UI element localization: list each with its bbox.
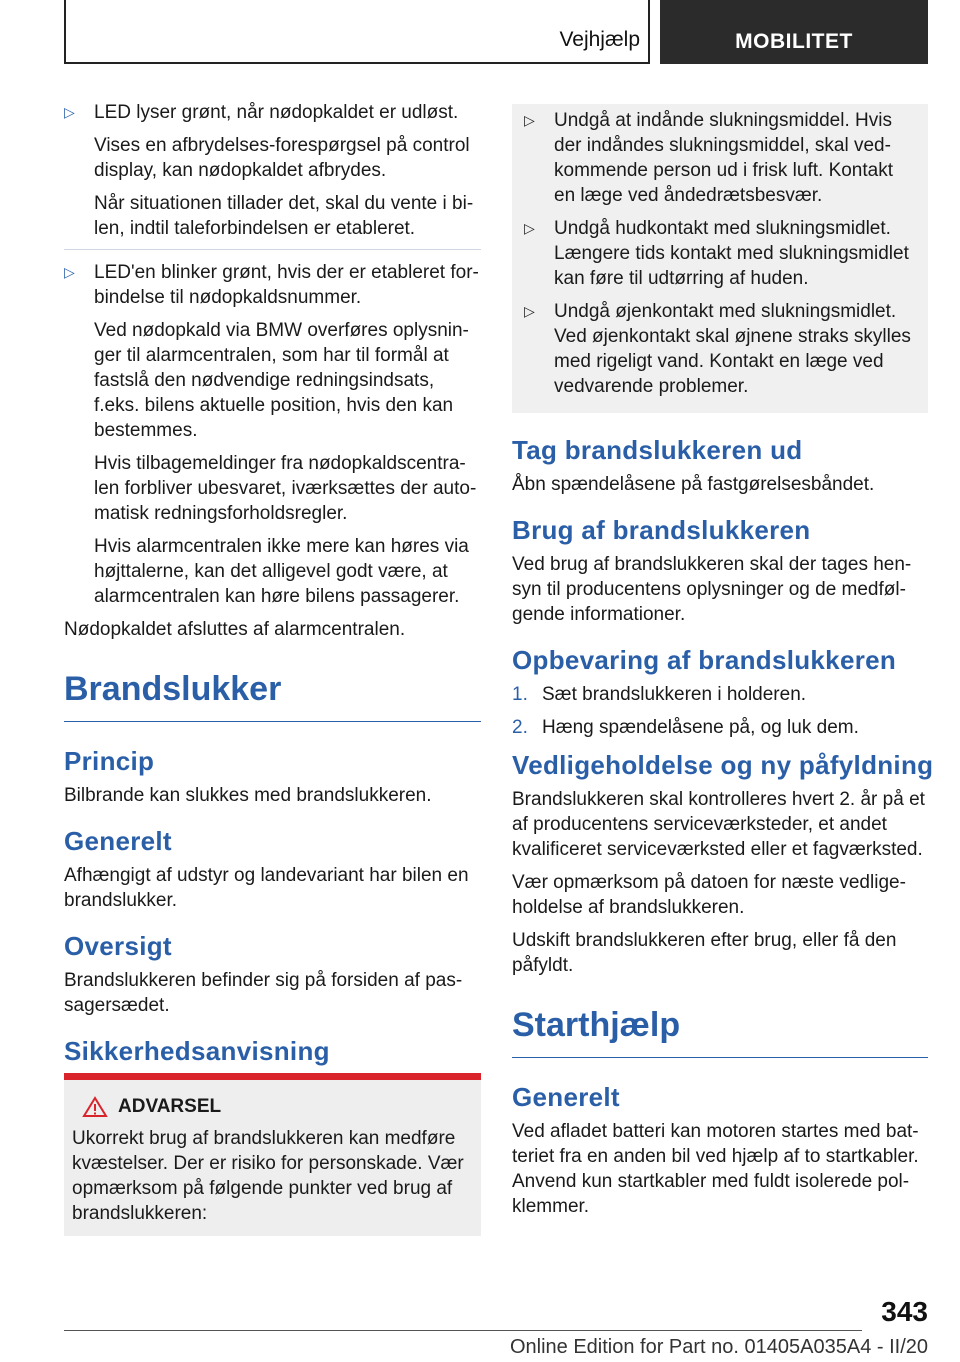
bullet-text: LED'en blinker grønt, hvis der er etableret for-bindelse til nødopkaldsnummer. xyxy=(94,262,479,308)
triangle-right-icon: ▷ xyxy=(64,264,75,280)
warning-continuation-box xyxy=(512,104,928,413)
triangle-right-icon: ▷ xyxy=(524,112,535,128)
paragraph: Åbn spændelåsene på fastgørelsesbåndet. xyxy=(512,474,875,495)
section-heading: Princip xyxy=(64,746,155,776)
footer-divider xyxy=(64,1330,862,1331)
divider xyxy=(64,249,481,250)
step-number: 1. xyxy=(512,684,528,705)
section-heading: Oversigt xyxy=(64,931,172,961)
right-column xyxy=(512,104,934,1227)
section-heading: Brug af brandslukkeren xyxy=(512,515,811,545)
header-chapter-tab: MOBILITET xyxy=(660,0,928,64)
chapter-title: Brandslukker xyxy=(64,670,481,722)
bullet-text: Ved nødopkald via BMW overføres oplysnin-ger til alarmcentralen, som har til formål at fastslå den nødvendige redningsindsats, f.eks. bilens aktuelle position, hvis den kan bestemmes. xyxy=(94,320,469,441)
section-heading: Generelt xyxy=(512,1082,620,1112)
footer-edition: Online Edition for Part no. 01405A035A4 - II/20 xyxy=(509,1336,928,1358)
triangle-right-icon: ▷ xyxy=(64,104,75,120)
left-column xyxy=(64,100,481,1236)
bullet-text: Hvis alarmcentralen ikke mere kan høres via højttalerne, kan det alligevel godt være, at alarmcentralen kan høre bilens passagerer. xyxy=(94,536,469,607)
page-number: 343 xyxy=(881,1296,928,1327)
paragraph: Bilbrande kan slukkes med brandslukkeren. xyxy=(64,785,432,806)
section-heading: Tag brandslukkeren ud xyxy=(512,435,803,465)
step-text: Hæng spændelåsene på, og luk dem. xyxy=(542,717,859,738)
triangle-right-icon: ▷ xyxy=(524,220,535,236)
warning-triangle-icon xyxy=(82,1096,108,1118)
bullet-text: Hvis tilbagemeldinger fra nødopkaldscentra-len forbliver ubesvaret, iværksættes der auto-matisk redningsforholdsregler. xyxy=(94,453,477,524)
warning-box xyxy=(64,1080,481,1236)
list-item xyxy=(524,299,916,399)
warning-text: Ukorrekt brug af brandslukkeren kan medføre kvæstelser. Der er risiko for personskade. Vær opmærksom på følgende punkter ved brug af brandslukkeren: xyxy=(72,1128,464,1224)
triangle-right-icon: ▷ xyxy=(524,303,535,319)
step-list xyxy=(512,682,928,740)
paragraph: Brandslukkeren befinder sig på forsiden af pas-sagersædet. xyxy=(64,970,463,1016)
section-heading: Vedligeholdelse og ny påfyldning xyxy=(512,750,934,780)
bullet-text: Undgå øjenkontakt med slukningsmidlet. Ved øjenkontakt skal øjnene straks skylles med rigeligt vand. Kontakt en læge ved vedvarende problemer. xyxy=(554,301,911,397)
bullet-text: LED lyser grønt, når nødopkaldet er udløst. xyxy=(94,102,459,123)
paragraph: Afhængigt af udstyr og landevariant har bilen en brandslukker. xyxy=(64,865,469,911)
section-heading: Generelt xyxy=(64,826,172,856)
paragraph: Udskift brandslukkeren efter brug, eller få den påfyldt. xyxy=(512,930,897,976)
list-item xyxy=(524,108,916,208)
list-item xyxy=(512,715,928,740)
list-item xyxy=(64,260,481,609)
section-heading: Sikkerhedsanvisning xyxy=(64,1036,330,1066)
section-heading: Opbevaring af brandslukkeren xyxy=(512,645,897,675)
list-item xyxy=(512,682,928,707)
paragraph: Ved brug af brandslukkeren skal der tages hen-syn til producentens oplysninger og de medføl-gende informationer. xyxy=(512,554,912,625)
bullet-text: Undgå at indånde slukningsmiddel. Hvis der indåndes slukningsmiddel, skal ved-kommende person ud i frisk luft. Kontakt en læge ved åndedrætsbesvær. xyxy=(554,110,893,206)
bullet-text: Vises en afbrydelses-forespørgsel på control display, kan nødopkaldet afbrydes. xyxy=(94,135,470,181)
paragraph: Brandslukkeren skal kontrolleres hvert 2. år på et af producentens serviceværksteder, et andet kvalificeret serviceværksted eller et fagværksted. xyxy=(512,789,925,860)
warning-label: ADVARSEL xyxy=(118,1096,222,1117)
warning-bar xyxy=(64,1073,481,1080)
chapter-title: Starthjælp xyxy=(512,1006,928,1058)
warning-title xyxy=(82,1096,473,1118)
paragraph: Nødopkaldet afsluttes af alarmcentralen. xyxy=(64,619,406,640)
paragraph: Vær opmærksom på datoen for næste vedlige-holdelse af brandslukkeren. xyxy=(512,872,906,918)
bullet-text: Undgå hudkontakt med slukningsmidlet. Længere tids kontakt med slukningsmidlet kan føre til udtørring af huden. xyxy=(554,218,909,289)
bullet-text: Når situationen tillader det, skal du vente i bi-len, indtil taleforbindelsen er etableret. xyxy=(94,193,474,239)
step-number: 2. xyxy=(512,717,528,738)
step-text: Sæt brandslukkeren i holderen. xyxy=(542,684,807,705)
header-section-title: Vejhjælp xyxy=(559,28,640,51)
list-item xyxy=(64,100,481,241)
paragraph: Ved afladet batteri kan motoren startes med bat-teriet fra en anden bil ved hjælp af to startkabler. Anvend kun startkabler med fuldt isolerede pol-klemmer. xyxy=(512,1121,919,1217)
list-item xyxy=(524,216,916,291)
